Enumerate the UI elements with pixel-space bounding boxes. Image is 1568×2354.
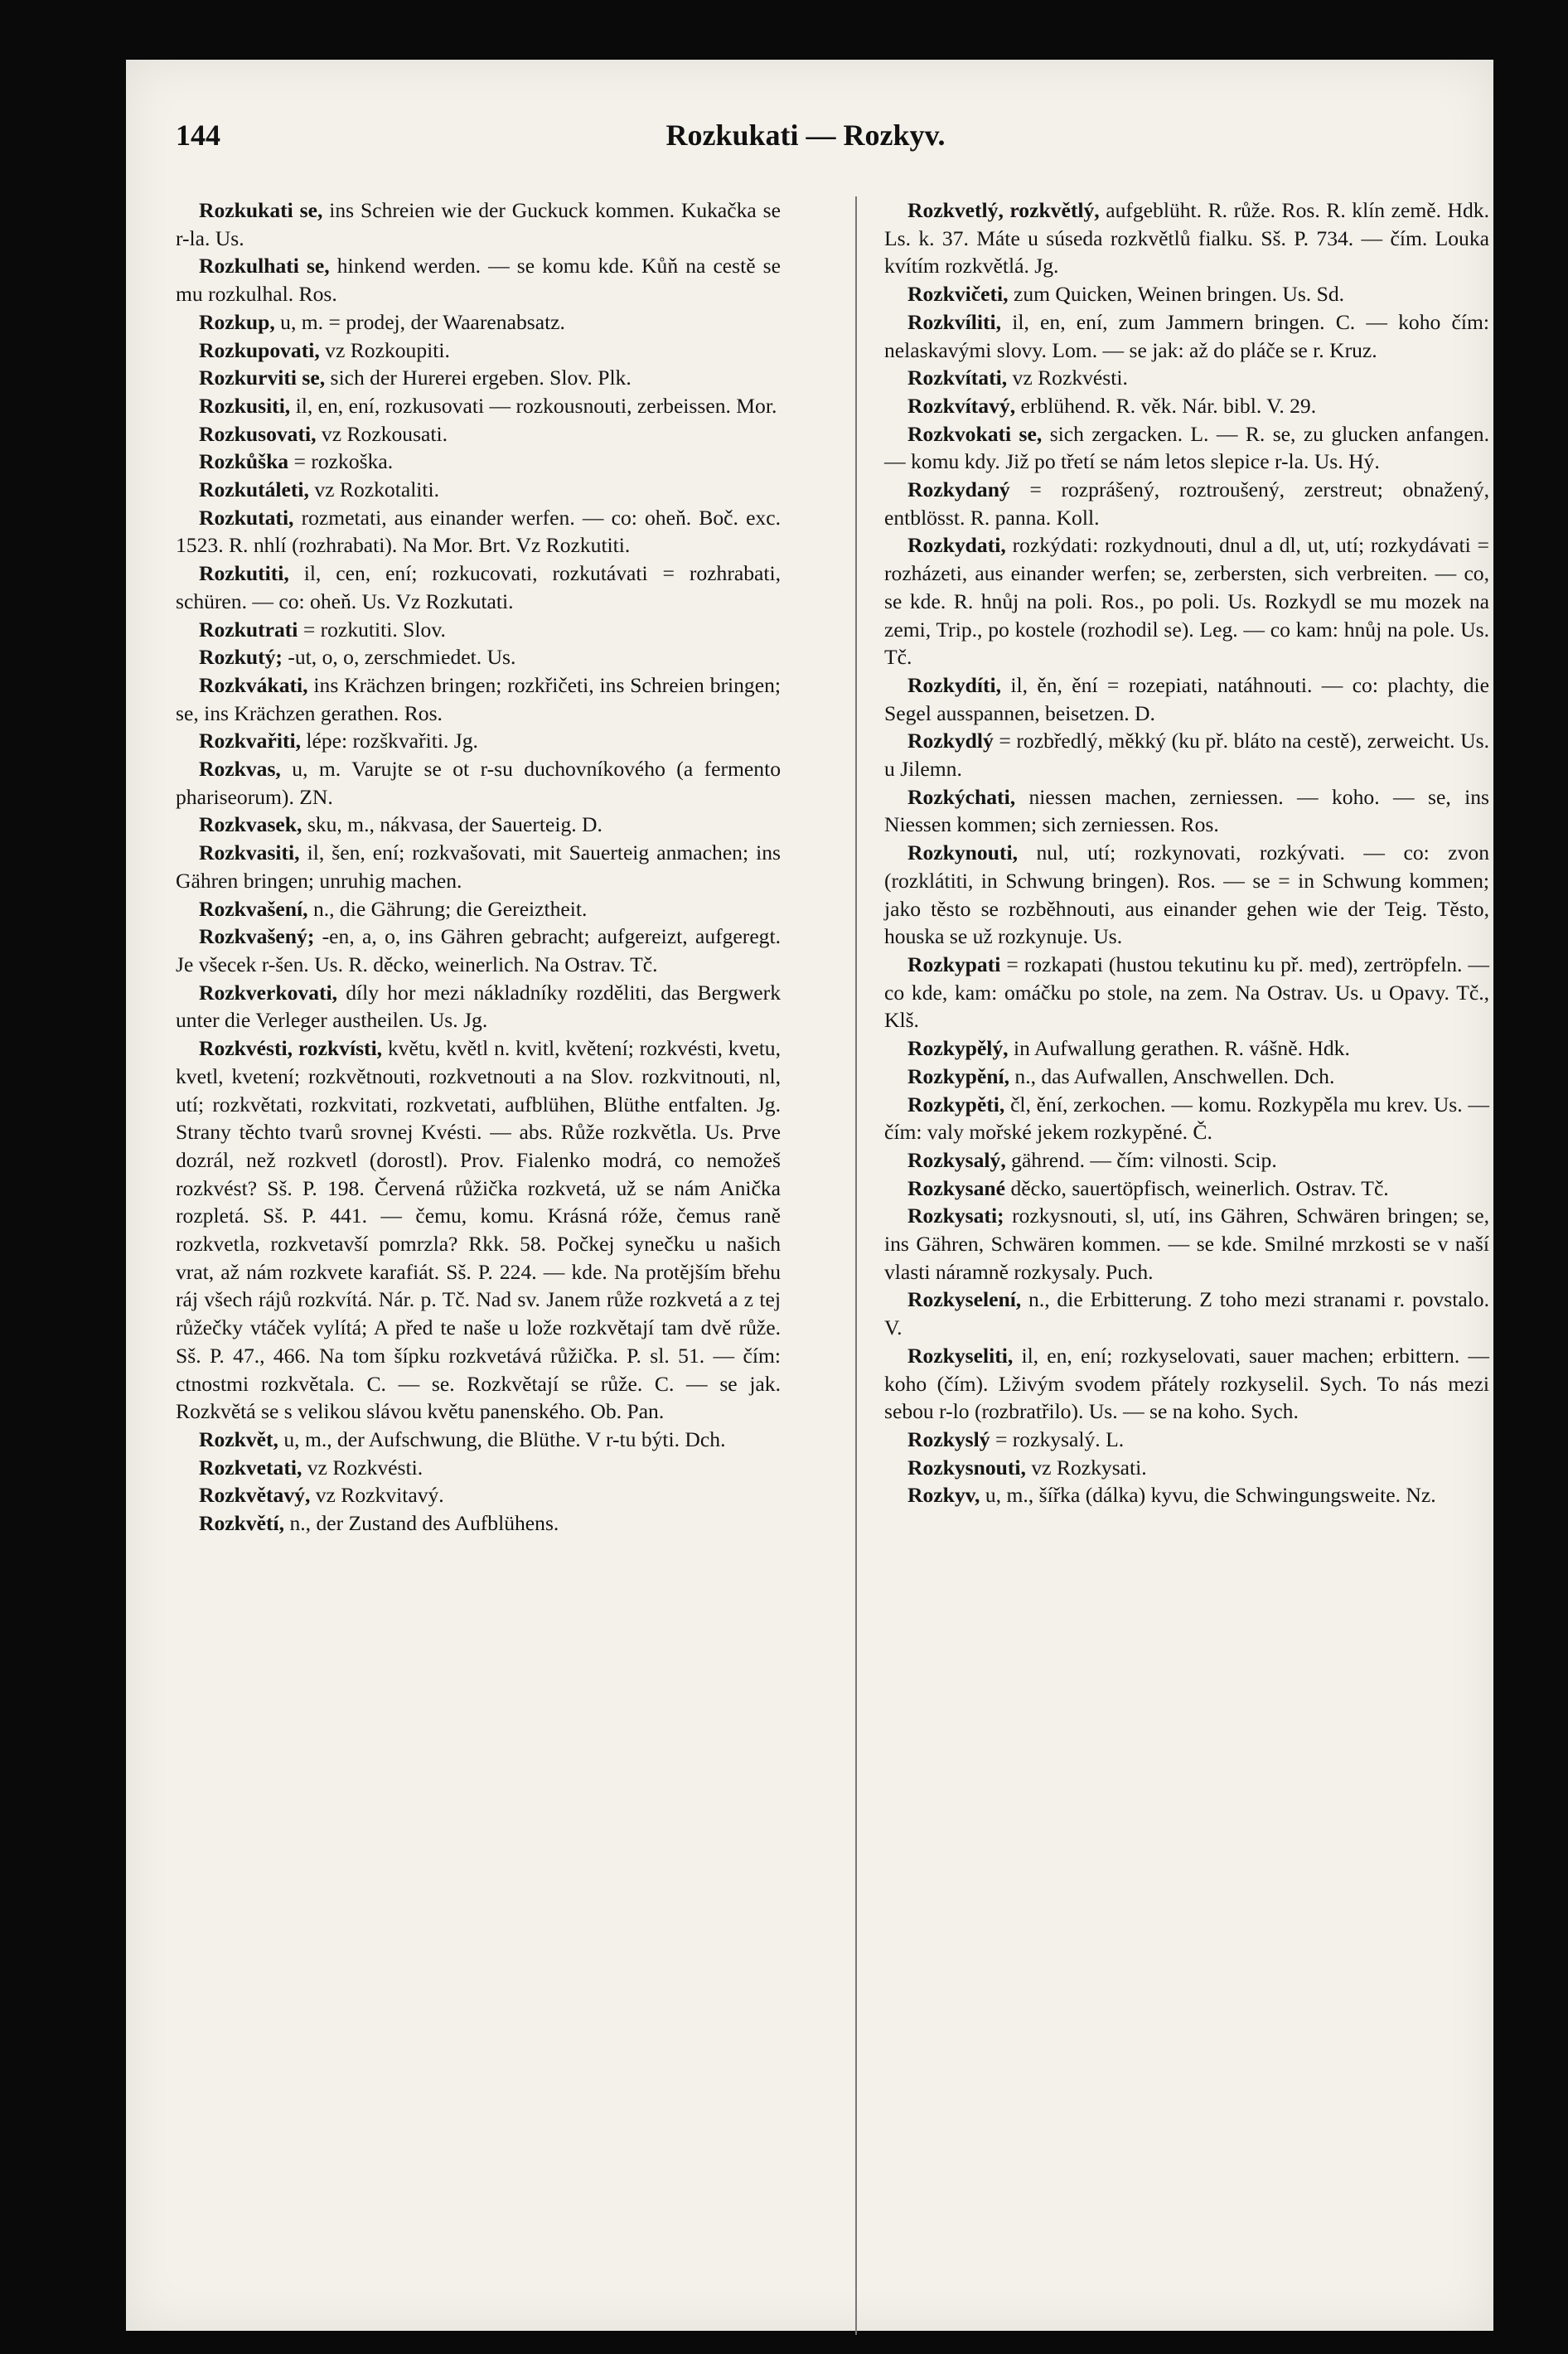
entry-headword: Rozkyv, <box>907 1483 980 1508</box>
dictionary-entry <box>884 1426 1489 1454</box>
entry-headword: Rozkvítati, <box>907 366 1008 390</box>
dictionary-entry <box>884 1175 1489 1203</box>
dictionary-entry <box>884 1091 1489 1146</box>
entry-headword: Rozkulhati se, <box>199 254 330 279</box>
entry-definition: = rozkapati (hustou tekutinu ku př. med), zertröpfeln. — co kde, kam: omáčku po stole, na zem. Na Ostrav. Us. u Opavy. Tč., Klš. <box>884 952 1489 1033</box>
entry-headword: Rozkydíti, <box>907 672 1002 697</box>
dictionary-entry <box>884 1454 1489 1482</box>
entry-headword: Rozkutati, <box>199 505 294 530</box>
entry-definition: u, m., šířka (dálka) kyvu, die Schwingungsweite. Nz. <box>985 1483 1436 1508</box>
entry-definition: rozkýdati: rozkydnouti, dnul a dl, ut, utí; rozkydávati = rozházeti, aus einander werfen; se, zerbersten, sich verbreiten. — co, se kde. R. hnůj na poli. Ros., po poli. Us. Rozkydl se mu mozek na zemi, Trip., po kostele (rozhodil se). Leg. — co kam: hnůj na pole. Us. Tč. <box>884 533 1489 670</box>
entry-definition: vz Rozkoupiti. <box>325 337 450 362</box>
dictionary-entry <box>176 616 781 644</box>
entry-headword: Rozkydati, <box>907 533 1006 558</box>
page-header <box>176 118 1435 159</box>
dictionary-entry <box>884 1286 1489 1341</box>
dictionary-entry <box>176 643 781 671</box>
entry-definition: vz Rozkousati. <box>321 421 448 446</box>
dictionary-entry <box>884 727 1489 782</box>
entry-headword: Rozkyselení, <box>907 1287 1022 1312</box>
entry-headword: Rozkurviti se, <box>199 366 326 390</box>
entry-headword: Rozkyslý <box>907 1426 990 1451</box>
entry-headword: Rozkvasek, <box>199 812 302 837</box>
entry-definition: nul, utí; rozkynovati, rozkývati. — co: zvon (rozklátiti, in Schwung bringen). Ros. — se = in Schwung kommen; jako těsto se rozběhnouti, aus einander gehen wie der Teig. Těsto, houska se už rozkynuje. Us. <box>884 840 1489 949</box>
entry-definition: ins Krächzen bringen; rozkřičeti, ins Schreien bringen; se, ins Krächzen gerathen. Ros. <box>176 672 781 725</box>
dictionary-entry <box>884 476 1489 531</box>
entry-definition: n., das Aufwallen, Anschwellen. Dch. <box>1014 1063 1335 1088</box>
entry-definition: = rozprášený, roztroušený, zerstreut; obnažený, entblösst. R. panna. Koll. <box>884 477 1489 530</box>
dictionary-entry <box>176 337 781 365</box>
dictionary-entry <box>884 1342 1489 1426</box>
entry-definition: díly hor mezi nákladníky rozděliti, das Bergwerk unter die Verleger austheilen. Us. Jg. <box>176 980 781 1033</box>
dictionary-entry <box>176 1426 781 1454</box>
entry-headword: Rozkukati se, <box>199 198 323 222</box>
column-divider <box>855 196 857 2335</box>
entry-definition: n., die Gährung; die Gereiztheit. <box>312 896 588 921</box>
entry-headword: Rozkvetati, <box>199 1455 302 1480</box>
dictionary-entry <box>176 895 781 923</box>
entry-definition: il, en, ení, rozkusovati — rozkousnouti, zerbeissen. Mor. <box>295 393 777 418</box>
entry-definition: vz Rozkotaliti. <box>314 477 440 502</box>
dictionary-entry <box>176 196 781 252</box>
entry-headword: Rozkvas, <box>199 757 281 782</box>
entry-definition: = rozkoška. <box>293 449 394 474</box>
dictionary-entry <box>176 504 781 559</box>
entry-headword: Rozkvíliti, <box>907 309 1002 334</box>
dictionary-entry <box>884 392 1489 420</box>
entry-definition: niessen machen, zerniessen. — koho. — se, ins Niessen kommen; sich zerniessen. Ros. <box>884 784 1489 837</box>
dictionary-entry <box>884 280 1489 308</box>
dictionary-entry <box>884 1063 1489 1091</box>
entry-headword: Rozkvasiti, <box>199 840 300 865</box>
entry-definition: il, šen, ení; rozkvašovati, mit Sauerteig anmachen; ins Gähren bringen; unruhig machen. <box>176 840 781 893</box>
entry-definition: děcko, sauertöpfisch, weinerlich. Ostrav. Tč. <box>1010 1175 1389 1200</box>
left-column <box>176 196 781 1538</box>
entry-headword: Rozkusiti, <box>199 393 291 418</box>
entry-definition: aufgeblüht. R. růže. Ros. R. klín země. Hdk. Ls. k. 37. Máte u súseda rozkvětlů fialku. Sš. P. 734. — čím. Louka kvítím rozkvětlá. Jg. <box>884 198 1490 279</box>
entry-headword: Rozkvákati, <box>199 672 308 697</box>
entry-definition: vz Rozkvésti. <box>307 1455 423 1480</box>
entry-headword: Rozkvokati se, <box>907 421 1043 446</box>
dictionary-entry <box>884 420 1489 476</box>
entry-headword: Rozkverkovati, <box>199 980 338 1005</box>
entry-headword: Rozkysati; <box>907 1204 1004 1228</box>
entry-definition: hinkend werden. — se komu kde. Kůň na cestě se mu rozkulhal. Ros. <box>176 254 781 307</box>
entry-headword: Rozkvětavý, <box>199 1483 311 1508</box>
entry-definition: n., der Zustand des Aufblühens. <box>289 1511 559 1536</box>
entry-headword: Rozkutiti, <box>199 561 289 586</box>
entry-definition: il, en, ení, zum Jammern bringen. C. — koho čím: nelaskavými slovy. Lom. — se jak: až do pláče se r. Kruz. <box>884 309 1490 362</box>
entry-definition: erblühend. R. věk. Nár. bibl. V. 29. <box>1020 393 1317 418</box>
entry-headword: Rozkysalý, <box>907 1147 1006 1172</box>
dictionary-entry <box>884 951 1489 1034</box>
dictionary-entry <box>176 1034 781 1426</box>
entry-headword: Rozkyseliti, <box>907 1343 1014 1368</box>
entry-definition: il, cen, ení; rozkucovati, rozkutávati = rozhrabati, schüren. — co: oheň. Us. Vz Rozkutati. <box>176 561 781 613</box>
entry-definition: lépe: rozškvařiti. Jg. <box>306 729 478 753</box>
dictionary-entry <box>176 559 781 615</box>
entry-definition: květu, květl n. kvitl, květení; rozkvésti, kvetu, kvetl, kvetení; rozkvětnouti, rozkvetnouti a na Slov. rozkvitnouti, nl, utí; rozkvětati, rozkvitati, rozkvetati, aufblühen, Blüthe entfalten. Jg. Strany těchto tvarů srovnej Kvésti. — abs. Růže rozkvětla. Us. Prve dozrál, než rozkvetl (dorostl). Prov. Fialenko modrá, co nemožeš rozkvést? Sš. P. 198. Červená růžička rozkvetá, už se nám Anička rozpletá. Sš. P. 441. — čemu, komu. Krásná róže, čemus raně rozkvetla, rozkvetavší pomrzla? Rkk. 58. Počkej synečku u našich vrat, až nám rozkvete karafiát. Sš. P. 224. — kde. Na protějším břehu ráj všech rájů rozkvítá. Nár. p. Tč. Nad sv. Janem růže rozkvetá a z tej růžečky vtáček vylítá; A před te naše u lože rozkvětají tam dvě růže. Sš. P. 47., 466. Na tom šípku rozkvetává růžička. P. sl. 51. — čím: ctnostmi rozkvětala. C. — se. Rozkvětají se růže. C. — se jak. Rozkvětá se s velikou slávou květu panenského. Ob. Pan. <box>176 1036 782 1424</box>
entry-definition: n., die Erbitterung. Z toho mezi stranami r. povstalo. V. <box>884 1287 1489 1340</box>
dictionary-entry <box>884 1146 1489 1175</box>
dictionary-entry <box>884 1034 1489 1063</box>
entry-definition: vz Rozkysati. <box>1031 1455 1147 1480</box>
entry-definition: sich zergacken. L. — R. se, zu glucken anfangen. — komu kdy. Již po třetí se nám letos slepice r-la. Us. Hý. <box>884 421 1490 474</box>
entry-definition: il, en, ení; rozkyselovati, sauer machen; erbittern. — koho (čím). Lživým svodem přátely rozkyselil. Sych. To nás mezi sebou r-lo (rozbratřilo). Us. — se na koho. Sych. <box>884 1343 1489 1424</box>
entry-headword: Rozkvetlý, rozkvětlý, <box>907 198 1100 222</box>
entry-headword: Rozkypati <box>907 952 1001 976</box>
entry-headword: Rozkysané <box>907 1175 1006 1200</box>
entry-headword: Rozkvičeti, <box>907 282 1009 307</box>
entry-headword: Rozkypění, <box>907 1063 1010 1088</box>
dictionary-entry <box>176 420 781 448</box>
dictionary-page <box>126 60 1493 2331</box>
entry-headword: Rozkydlý <box>907 729 994 753</box>
entry-definition: = rozkysalý. L. <box>995 1426 1125 1451</box>
entry-headword: Rozkysnouti, <box>907 1455 1026 1480</box>
dictionary-entry <box>176 448 781 476</box>
entry-definition: = rozkutiti. Slov. <box>302 617 446 642</box>
entry-headword: Rozkynouti, <box>907 840 1018 865</box>
entry-headword: Rozkypělý, <box>907 1036 1009 1061</box>
entry-definition: gährend. — čím: vilnosti. Scip. <box>1011 1147 1277 1172</box>
entry-headword: Rozkůška <box>199 449 289 474</box>
running-head: Rozkukati — Rozkyv. <box>665 119 946 152</box>
dictionary-entry <box>176 392 781 420</box>
entry-definition: zum Quicken, Weinen bringen. Us. Sd. <box>1013 282 1345 307</box>
entry-definition: -ut, o, o, zerschmiedet. Us. <box>288 645 516 670</box>
entry-headword: Rozkvésti, rozkvísti, <box>199 1036 383 1061</box>
entry-definition: vz Rozkvésti. <box>1012 366 1128 390</box>
dictionary-entry <box>176 811 781 839</box>
dictionary-entry <box>884 1202 1489 1286</box>
entry-definition: čl, ění, zerkochen. — komu. Rozkypěla mu krev. Us. — čím: valy mořské jekem rozkypěné. Č. <box>884 1092 1489 1145</box>
entry-headword: Rozkup, <box>199 309 275 334</box>
dictionary-entry <box>884 1481 1489 1509</box>
entry-headword: Rozkupovati, <box>199 337 320 362</box>
entry-headword: Rozkvítavý, <box>907 393 1016 418</box>
entry-headword: Rozkusovati, <box>199 421 317 446</box>
dictionary-entry <box>884 783 1489 839</box>
dictionary-entry <box>176 727 781 755</box>
dictionary-entry <box>176 476 781 504</box>
entry-headword: Rozkýchati, <box>907 784 1016 809</box>
entry-definition: ins Schreien wie der Guckuck kommen. Kukačka se r-la. Us. <box>176 198 781 250</box>
entry-headword: Rozkydaný <box>907 477 1010 502</box>
entry-headword: Rozkypěti, <box>907 1092 1005 1116</box>
dictionary-entry <box>176 671 781 727</box>
entry-headword: Rozkutý; <box>199 645 283 670</box>
dictionary-entry <box>176 252 781 308</box>
entry-definition: il, ěn, ění = rozepiati, natáhnouti. — co: plachty, die Segel ausspannen, beisetzen. D. <box>884 672 1489 725</box>
entry-definition: -en, a, o, ins Gähren gebracht; aufgereizt, aufgeregt. Je všecek r-šen. Us. R. děcko, weinerlich. Na Ostrav. Tč. <box>176 924 781 976</box>
dictionary-entry <box>176 1454 781 1482</box>
entry-definition: in Aufwallung gerathen. R. vášně. Hdk. <box>1013 1036 1350 1061</box>
entry-headword: Rozkvašení, <box>199 896 308 921</box>
entry-definition: vz Rozkvitavý. <box>315 1483 444 1508</box>
entry-definition: = rozbředlý, měkký (ku př. bláto na cestě), zerweicht. Us. u Jilemn. <box>884 729 1489 782</box>
dictionary-entry <box>884 308 1489 364</box>
dictionary-entry <box>884 364 1489 392</box>
entry-headword: Rozkutrati <box>199 617 298 642</box>
dictionary-entry <box>884 196 1489 280</box>
dictionary-entry <box>884 671 1489 727</box>
entry-headword: Rozkvašený; <box>199 924 315 949</box>
entry-headword: Rozkvětí, <box>199 1511 285 1536</box>
dictionary-entry <box>176 923 781 978</box>
entry-definition: sich der Hurerei ergeben. Slov. Plk. <box>330 366 632 390</box>
dictionary-entry <box>176 1481 781 1509</box>
entry-definition: u, m., der Aufschwung, die Blüthe. V r-tu býti. Dch. <box>283 1426 726 1451</box>
dictionary-entry <box>176 1509 781 1538</box>
dictionary-entry <box>176 755 781 811</box>
dictionary-entry <box>176 839 781 894</box>
entry-headword: Rozkvět, <box>199 1426 278 1451</box>
entry-definition: sku, m., nákvasa, der Sauerteig. D. <box>307 812 603 837</box>
entry-definition: rozmetati, aus einander werfen. — co: oheň. Boč. exc. 1523. R. nhlí (rozhrabati). Na Mor. Brt. Vz Rozkutiti. <box>176 505 781 558</box>
dictionary-entry <box>176 979 781 1034</box>
dictionary-entry <box>176 308 781 337</box>
entry-headword: Rozkvařiti, <box>199 729 301 753</box>
right-column <box>884 196 1489 1509</box>
entry-headword: Rozkutáleti, <box>199 477 309 502</box>
dictionary-entry <box>176 364 781 392</box>
entry-definition: u, m. Varujte se ot r-su duchovníkového (a fermento phariseorum). ZN. <box>176 757 781 809</box>
entry-definition: rozkysnouti, sl, utí, ins Gähren, Schwären bringen; se, ins Gähren, Schwären kommen. — se kde. Smilné mrzkosti se v naší vlasti náramně rozkysaly. Puch. <box>884 1204 1489 1284</box>
dictionary-entry <box>884 531 1489 671</box>
entry-definition: u, m. = prodej, der Waarenabsatz. <box>280 309 565 334</box>
dictionary-entry <box>884 839 1489 951</box>
page-number: 144 <box>176 119 220 152</box>
